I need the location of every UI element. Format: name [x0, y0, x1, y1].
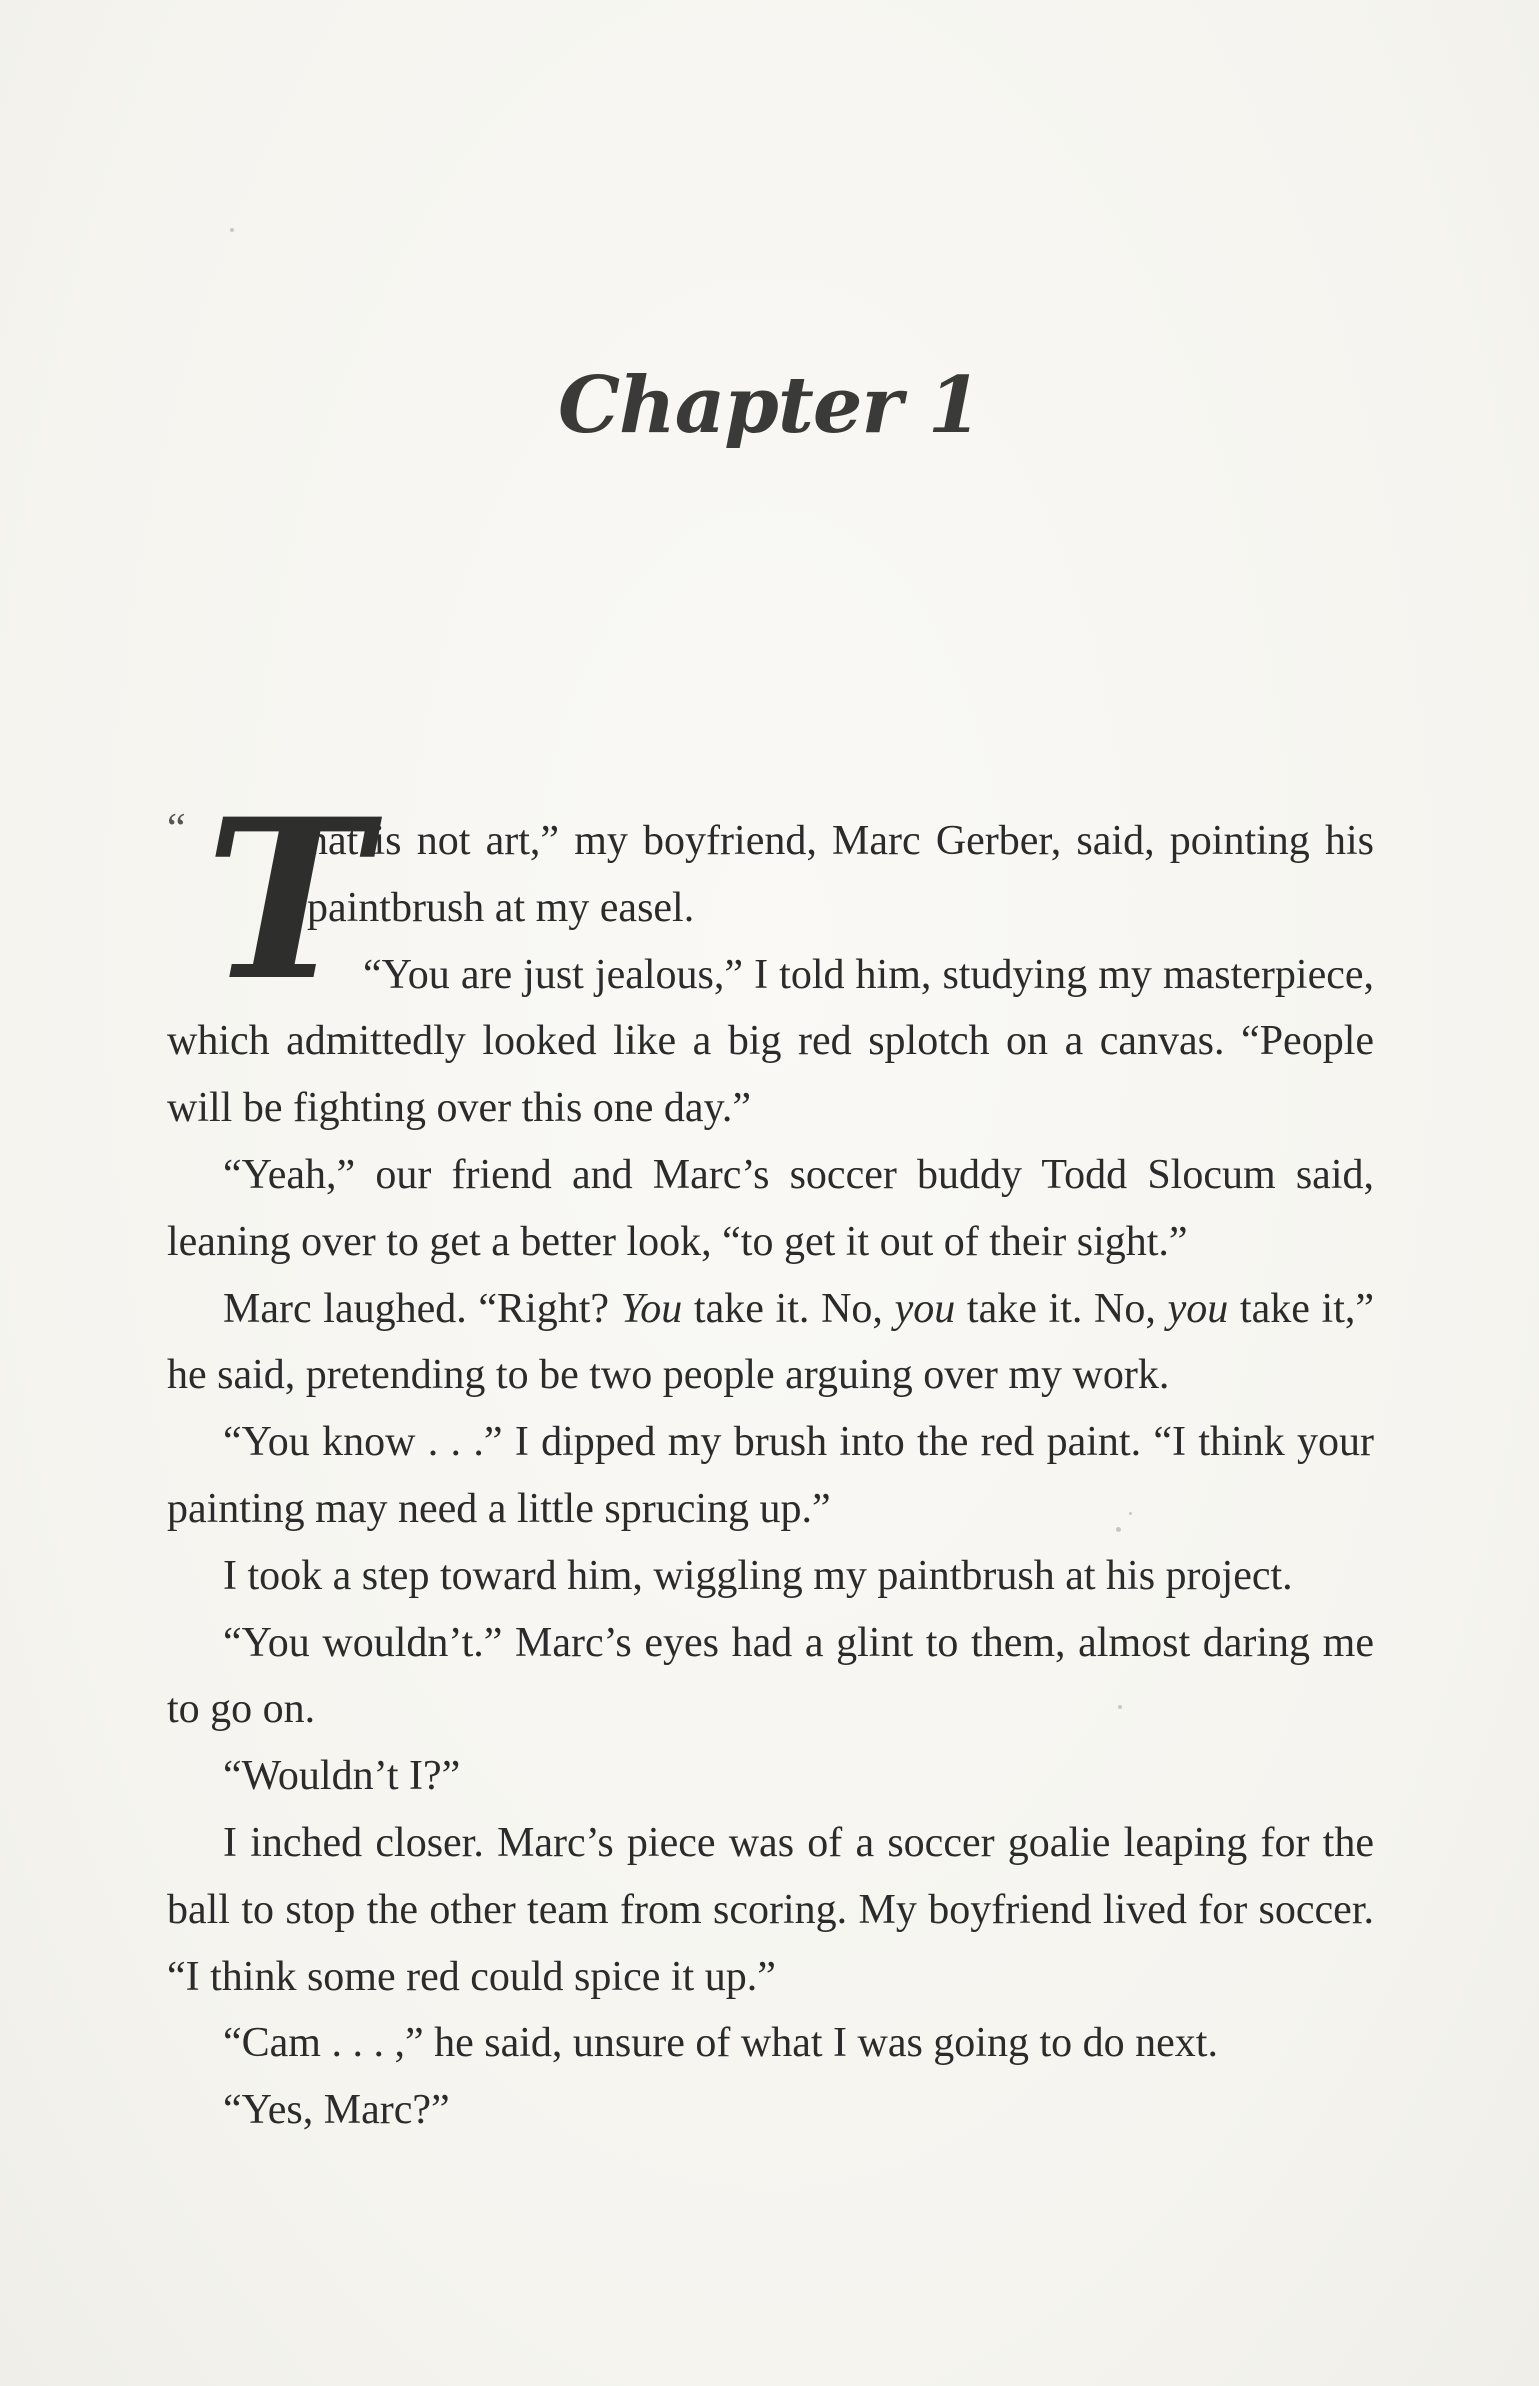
chapter-heading: Chapter 1 — [557, 360, 982, 451]
paragraph-4-emphasis: You — [620, 1285, 683, 1332]
paragraph-2: “You are just jealous,” I told him, studying my masterpiece, which admittedly looked like a big red splotch on a canvas. “People will be fighting over this one day.” — [167, 951, 1374, 1132]
paragraph-4 — [167, 1276, 1374, 1410]
paragraph-7: “You wouldn’t.” Marc’s eyes had a glint to them, almost daring me to go on. — [167, 1619, 1374, 1733]
paragraph-4-part: take it,” he said, pretending to be two people arguing over my work. — [167, 1285, 1375, 1399]
paragraph-1 — [167, 770, 1374, 1029]
paragraph-3: “Yeah,” our friend and Marc’s soccer buddy Todd Slocum said, leaning over to get a better look, “to get it out of their sight.” — [167, 1151, 1374, 1265]
paragraph-10: “Cam . . . ,” he said, unsure of what I was going to do next. — [223, 2020, 1218, 2067]
paragraph-1-text: hat is not art,” my boyfriend, Marc Gerber, said, pointing his paintbrush at my easel. — [307, 818, 1374, 931]
drop-cap-quote: “ — [167, 806, 186, 852]
paragraph-5: “You know . . .” I dipped my brush into the red paint. “I think your painting may need a little sprucing up.” — [167, 1419, 1374, 1532]
paragraph-4-part: Marc laughed. “Right? — [223, 1285, 621, 1332]
drop-cap — [167, 770, 369, 1029]
paper-speck — [230, 228, 234, 232]
paragraph-9: I inched closer. Marc’s piece was of a soccer goalie leaping for the ball to stop the other team from scoring. My boyfriend lived for soccer. “I think some red could spice it up.” — [167, 1819, 1374, 2000]
paragraph-4-part: take it. No, — [682, 1285, 895, 1332]
paragraph-4-emphasis: you — [1167, 1285, 1229, 1332]
chapter-text — [167, 770, 1375, 2144]
paragraph-4-emphasis: you — [894, 1285, 956, 1332]
paragraph-11: “Yes, Marc?” — [223, 2087, 450, 2134]
drop-cap-letter: T — [205, 770, 369, 1029]
paragraph-8: “Wouldn’t I?” — [223, 1753, 461, 1800]
paragraph-4-part: take it. No, — [955, 1285, 1168, 1332]
paragraph-6: I took a step toward him, wiggling my paintbrush at his project. — [223, 1552, 1293, 1599]
